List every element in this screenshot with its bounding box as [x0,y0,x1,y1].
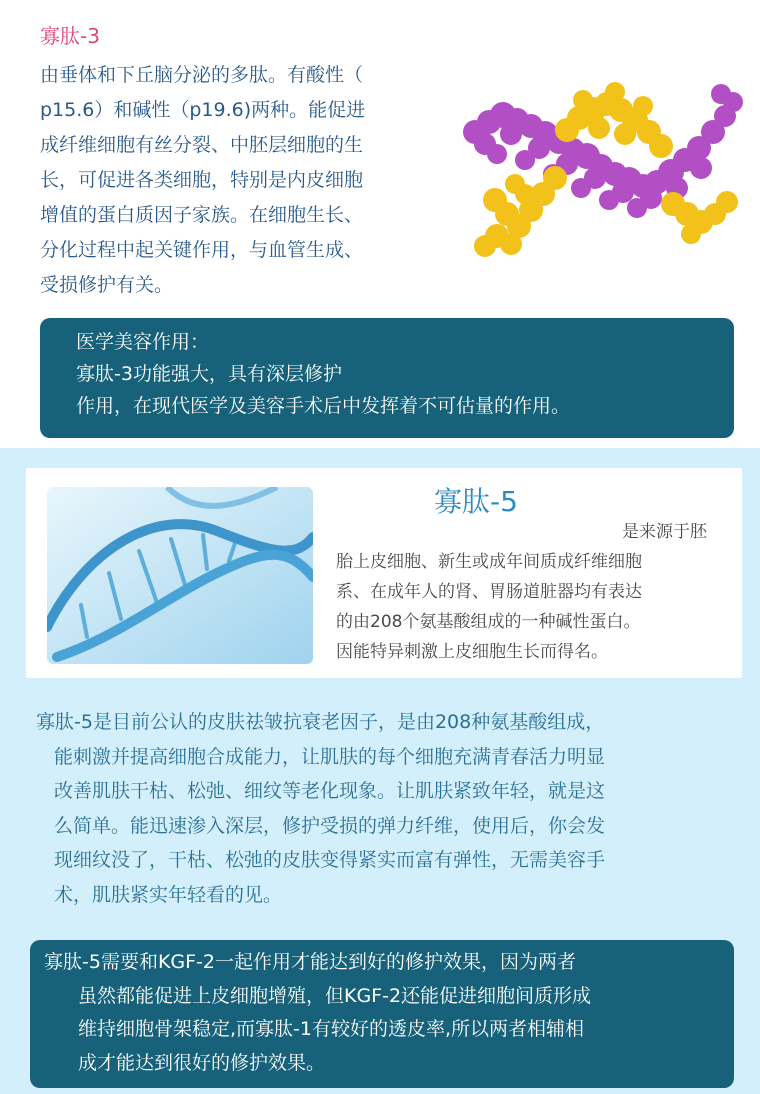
body-line: 能刺激并提高细胞合成能力，让肌肤的每个细胞充满青春活力明显 [54,745,606,768]
callout-line: 维持细胞骨架稳定,而寡肽-1有较好的透皮率,所以两者相辅相 [78,1018,585,1040]
callout-line: 虽然都能促进上皮细胞增殖，但KGF-2还能促进细胞间质形成 [78,984,592,1007]
peptide-3-title: 寡肽-3 [40,24,100,48]
peptide-5-title: 寡肽-5 [434,485,518,518]
medical-beauty-callout [40,318,734,438]
peptide-3-description [40,58,440,303]
body-line: 术，肌肤紧实年轻看的见。 [54,883,283,906]
description-line: 长，可促进各类细胞，特别是内皮细胞 [40,169,364,191]
card-line: 胎上皮细胞、新生或成年间质成纤维细胞 [336,552,642,572]
description-line: 分化过程中起关键作用，与血管生成、 [40,239,364,261]
callout-line: 作用，在现代医学及美容手术后中发挥着不可估量的作用。 [76,395,571,417]
callout-line: 寡肽-3功能强大，具有深层修护 [76,363,342,385]
description-line: p15.6）和碱性（p19.6)两种。能促进 [40,99,366,121]
body-line: 寡肽-5是目前公认的皮肤祛皱抗衰老因子，是由208种氨基酸组成， [36,711,605,733]
card-line: 因能特异刺激上皮细胞生长而得名。 [336,642,608,662]
callout-line: 寡肽-5需要和KGF-2一起作用才能达到好的修护效果，因为两者 [44,951,577,973]
body-line: 么简单。能迅速渗入深层，修护受损的弹力纤维，使用后，你会发 [54,814,606,837]
protein-molecule-image [455,70,745,270]
body-line: 改善肌肤干枯、松弛、细纹等老化现象。让肌肤紧致年轻，就是这 [54,780,606,802]
card-line: 系、在成年人的肾、胃肠道脏器均有表达 [336,582,642,602]
description-line: 由垂体和下丘脑分泌的多肽。有酸性（ [40,64,364,86]
body-line: 现细纹没了，干枯、松弛的皮肤变得紧实而富有弹性，无需美容手 [54,849,606,871]
description-line: 增值的蛋白质因子家族。在细胞生长、 [40,204,364,226]
card-line: 是来源于胚 [622,522,707,542]
card-line: 的由208个氨基酸组成的一种碱性蛋白。 [336,612,641,632]
callout-heading: 医学美容作用： [76,331,210,353]
dna-helix-image [47,487,313,664]
peptide-5-description [36,705,736,912]
peptide-5-card-text [336,517,736,667]
description-line: 受损修护有关。 [40,274,174,296]
callout-line: 成才能达到很好的修护效果。 [78,1051,326,1074]
description-line: 成纤维细胞有丝分裂、中胚层细胞的生 [40,134,364,156]
kgf2-callout [30,940,734,1088]
